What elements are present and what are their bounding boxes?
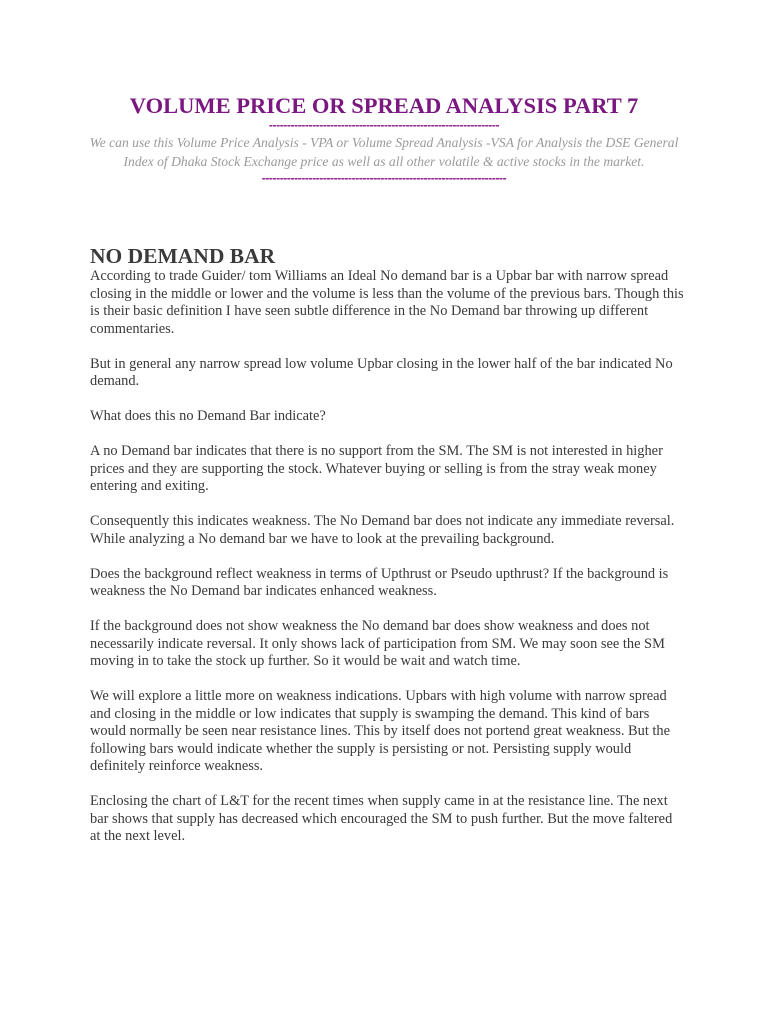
body-paragraph: But in general any narrow spread low volume Upbar closing in the lower half of the bar indicated No demand. bbox=[90, 355, 673, 389]
body-paragraph: According to trade Guider/ tom Williams an Ideal No demand bar is a Upbar bar with narrow spread closing in the middle or lower and the volume is less than the volume of the previous bars. Though this is their basic definition I have seen subtle difference in the No Demand bar throwing up different commentaries. bbox=[90, 268, 684, 337]
title-divider-top: ---------------------------------------------------------------- bbox=[268, 120, 500, 130]
article-body bbox=[90, 244, 686, 863]
body-paragraph: Enclosing the chart of L&T for the recent times when supply came in at the resistance line. The next bar shows that supply has decreased which encouraged the SM to push further. But the move faltered at the next level. bbox=[90, 793, 673, 844]
document-title: VOLUME PRICE OR SPREAD ANALYSIS PART 7 bbox=[129, 93, 639, 118]
body-paragraph: What does this no Demand Bar indicate? bbox=[90, 408, 326, 424]
body-paragraph: Does the background reflect weakness in terms of Upthrust or Pseudo upthrust? If the background is weakness the No Demand bar indicates enhanced weakness. bbox=[90, 565, 669, 599]
title-divider-bottom: -------------------------------------------------------------------- bbox=[261, 173, 507, 183]
body-paragraph: A no Demand bar indicates that there is no support from the SM. The SM is not interested in higher prices and they are supporting the stock. Whatever buying or selling is from the stray weak money entering and exiting. bbox=[90, 443, 663, 494]
document-subtitle: We can use this Volume Price Analysis - VPA or Volume Spread Analysis -VSA for Analysis the DSE General Index of Dhaka Stock Exchange price as well as all other volatile & active stocks in the market. bbox=[89, 135, 679, 169]
section-heading: NO DEMAND BAR bbox=[90, 244, 276, 268]
body-paragraph: We will explore a little more on weakness indications. Upbars with high volume with narrow spread and closing in the middle or low indicates that supply is swamping the demand. This kind of bars would normally be seen near resistance lines. This by itself does not portend great weakness. But the following bars would indicate whether the supply is persisting or not. Persisting supply would definitely reinforce weakness. bbox=[90, 688, 671, 774]
body-paragraph: Consequently this indicates weakness. The No Demand bar does not indicate any immediate reversal. While analyzing a No demand bar we have to look at the prevailing background. bbox=[90, 513, 675, 547]
body-paragraph: If the background does not show weakness the No demand bar does show weakness and does not necessarily indicate reversal. It only shows lack of participation from SM. We may soon see the SM moving in to take the stock up further. So it would be wait and watch time. bbox=[90, 618, 665, 669]
document-header bbox=[80, 92, 688, 183]
